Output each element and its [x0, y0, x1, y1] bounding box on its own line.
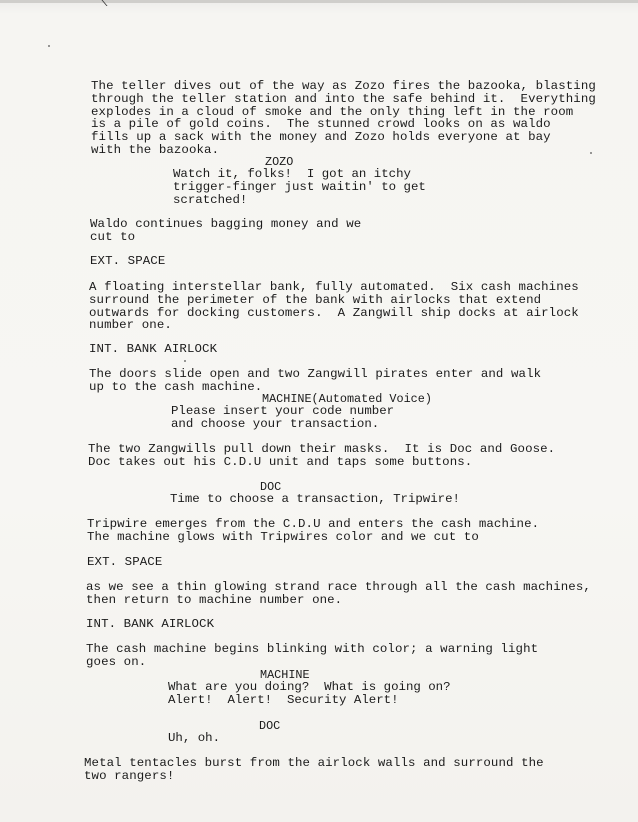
character-cue-doc-1: DOC [260, 480, 282, 494]
action-tripwire: Tripwire emerges from the C.D.U and enters the cash machine. The machine glows with Tripwires color and we cut to [87, 517, 540, 544]
action-blink: The cash machine begins blinking with color; a warning light goes on. [86, 642, 539, 669]
action-strand: as we see a thin glowing strand race through all the cash machines, then return to machine number one. [86, 580, 591, 607]
action-teller: The teller dives out of the way as Zozo fires the bazooka, blasting through the teller station and into the safe behind it. Everything explodes in a cloud of smoke and the only thing left in the room is a pile of gold coins. The stunned crowd looks on as waldo fills up a sack with the money and Zozo holds everyone at bay with the bazooka. [91, 79, 596, 157]
dialogue-doc-2: Uh, oh. [168, 731, 221, 745]
character-cue-zozo: ZOZO [265, 155, 294, 169]
dialogue-zozo: Watch it, folks! I got an itchy trigger-finger just waitin' to get scratched! [173, 167, 426, 207]
character-cue-doc-2: DOC [259, 719, 281, 733]
character-cue-machine-voice: MACHINE(Automated Voice) [262, 392, 432, 406]
scene-heading-airlock-2: INT. BANK AIRLOCK [86, 617, 215, 631]
dialogue-machine-1: Please insert your code number and choose your transaction. [171, 404, 395, 431]
page-top-edge [0, 0, 638, 3]
action-doors: The doors slide open and two Zangwill pirates enter and walk up to the cash machine. [89, 367, 542, 394]
action-masks: The two Zangwills pull down their masks. It is Doc and Goose. Doc takes out his C.D.U unit and taps some buttons. [88, 442, 556, 469]
action-waldo: Waldo continues bagging money and we cut to [90, 217, 362, 244]
action-bank: A floating interstellar bank, fully automated. Six cash machines surround the perimeter of the bank with airlocks that extend outwards for docking customers. A Zangwill ship docks at airlock number one. [89, 280, 579, 333]
paper-speck [48, 45, 50, 47]
scene-heading-space-1: EXT. SPACE [90, 254, 166, 268]
dialogue-machine-2: What are you doing? What is going on? Alert! Alert! Security Alert! [168, 680, 451, 707]
scene-heading-space-2: EXT. SPACE [87, 555, 163, 569]
paper-speck [184, 360, 186, 362]
character-cue-machine: MACHINE [260, 668, 310, 682]
scene-heading-airlock-1: INT. BANK AIRLOCK [89, 342, 218, 356]
action-tentacles: Metal tentacles burst from the airlock walls and surround the two rangers! [84, 756, 544, 783]
dialogue-doc-1: Time to choose a transaction, Tripwire! [170, 492, 460, 506]
